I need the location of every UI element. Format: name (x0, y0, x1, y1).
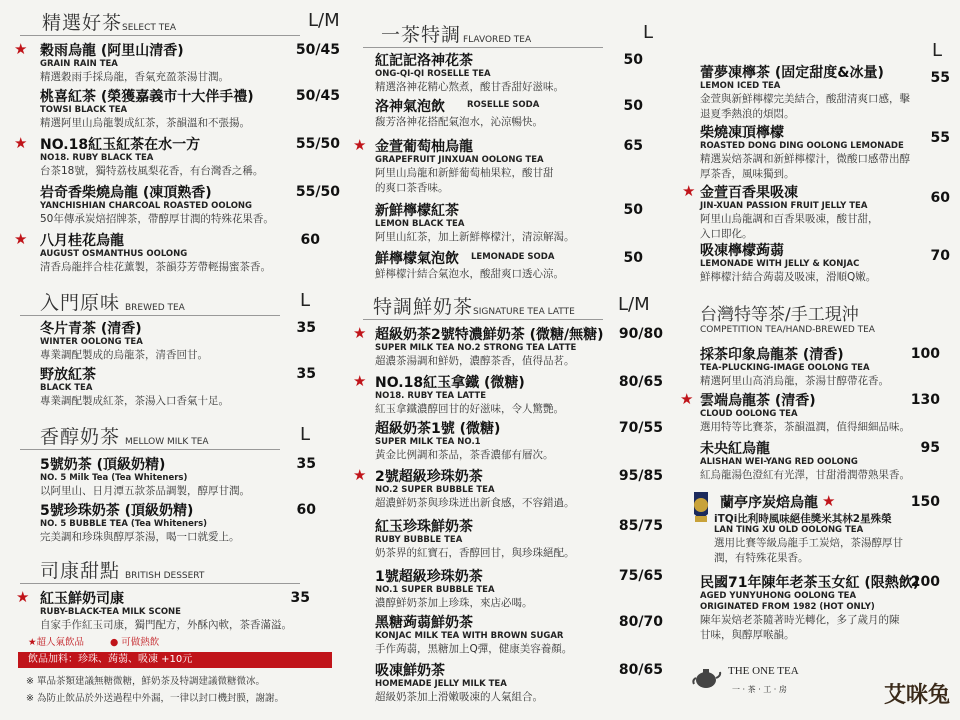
item-english-name: LEMONADE WITH JELLY & KONJAC (700, 259, 860, 269)
item-description: 精選阿里山烏龍製成紅茶，茶韻溫和不張揚。 (40, 117, 250, 129)
item-price: 130 (910, 392, 940, 408)
menu-item (345, 612, 670, 657)
menu-item (345, 466, 670, 511)
section-subtitle: COMPETITION TEA/HAND-BREWED TEA (700, 325, 875, 335)
item-name: 5號奶茶 (頂級奶精) (40, 457, 166, 473)
item-english-name: LAN TING XU OLD OOLONG TEA (714, 525, 864, 535)
item-description: 阿里山烏龍和新鮮葡萄柚果粒，酸甘甜的爽口茶香味。 (375, 167, 554, 194)
menu-item (345, 324, 670, 369)
item-price: 50 (623, 202, 643, 218)
item-english-name: RUBY BUBBLE TEA (375, 535, 463, 545)
menu-item (345, 418, 670, 463)
item-english-name: HOMEMADE JELLY MILK TEA (375, 679, 507, 689)
menu-item (670, 390, 960, 435)
item-english-name: YANCHISHIAN CHARCOAL ROASTED OOLONG (40, 201, 253, 211)
popular-star-icon: ★ (14, 230, 28, 248)
menu-item (345, 136, 670, 196)
item-name: 岩奇香柴燒烏龍 (凍頂熟香) (40, 185, 212, 201)
item-price: 50/45 (295, 42, 340, 58)
item-price: 70/55 (618, 420, 663, 436)
item-price: 200 (910, 574, 940, 590)
item-description: 精選穀雨手採烏龍，香氣充盈茶湯甘潤。 (40, 71, 229, 83)
section-title: 司康甜點 (40, 560, 121, 582)
item-price: 85/75 (618, 518, 663, 534)
menu-item (670, 344, 960, 389)
column-middle (345, 0, 670, 720)
item-price: 65 (623, 138, 643, 154)
item-english-name: TEA-PLUCKING-IMAGE OOLONG TEA (700, 363, 870, 373)
item-description: 超濃茶湯調和鮮奶，濃醇茶香，值得品茗。 (375, 355, 575, 367)
item-price: 150 (910, 494, 940, 510)
item-name: 野放紅茶 (40, 367, 96, 383)
brand-name: THE ONE TEA (728, 665, 799, 677)
item-name: 紅玉鮮奶司康 (40, 591, 124, 607)
section-title: 一茶特調 (381, 24, 462, 46)
item-english-name: NO. 5 Milk Tea (Tea Whiteners) (40, 473, 188, 483)
item-description: 50年傳承炭焙招牌茶，帶醇厚甘潤的特殊花果香。 (40, 213, 274, 225)
item-name: 紅玉珍珠鮮奶茶 (375, 519, 473, 535)
item-description: 鮮檸檬汁結合蒟蒻及吸凍，滑順Q嫩。 (700, 271, 877, 283)
item-price: 60 (930, 190, 950, 206)
popular-star-icon: ★ (682, 182, 696, 200)
item-description: 手作蒟蒻，黑糖加上Q彈，健康美容養顏。 (375, 643, 573, 655)
item-name: 雲端烏龍茶 (清香) (700, 393, 816, 409)
item-price: 50 (623, 98, 643, 114)
item-name: 金萱百香果吸凍 (700, 185, 798, 201)
footnote: ※ 為防止飲品於外送過程中外漏，一律以封口機封膜，謝謝。 (26, 693, 284, 704)
item-description: 黃金比例調和茶品，茶香濃郁有層次。 (375, 449, 554, 461)
item-english-name: NO18. RUBY TEA LATTE (375, 391, 487, 401)
item-name: 蕾夢凍檸茶 (固定甜度&冰量) (700, 65, 884, 81)
item-name: 黑糖蒟蒻鮮奶茶 (375, 615, 473, 631)
item-price: 95 (920, 440, 940, 456)
footnote: ※ 單品茶類建議無糖微糖，鮮奶茶及特調建議微糖微冰。 (26, 676, 265, 687)
brewed-tea-section (20, 288, 340, 316)
item-name: 穀雨烏龍 (阿里山清香) (40, 43, 184, 59)
menu-item (345, 200, 670, 245)
item-description: 完美調和珍珠與醇厚茶湯，喝一口就愛上。 (40, 531, 240, 543)
item-english-name: RUBY-BLACK-TEA MILK SCONE (40, 607, 181, 617)
menu-item (345, 248, 670, 288)
menu-item (0, 230, 345, 275)
size-label: L/M (618, 294, 650, 315)
item-name: NO.18紅玉紅茶在水一方 (40, 137, 201, 153)
item-name: 1號超級珍珠奶茶 (375, 569, 483, 585)
brand-subtitle: 一 · 茶 · 工 · 房 (732, 685, 787, 694)
item-description: 自家手作紅玉司康，獨門配方，外酥內軟，茶香滿溢。 (40, 619, 292, 631)
section-header (363, 20, 663, 48)
legend-popular: ★超人氣飲品 (28, 637, 85, 648)
popular-star-icon: ★ (680, 390, 694, 408)
item-description: 選用比賽等級烏龍手工炭焙，茶湯醇厚甘潤，有特殊花果香。 (714, 537, 903, 564)
item-description: 超濃鮮奶茶與珍珠迸出新食感，不容錯過。 (375, 497, 575, 509)
brand-logo (692, 662, 852, 702)
item-english-name: AUGUST OSMANTHUS OOLONG (40, 249, 188, 259)
item-english-name: LEMON ICED TEA (700, 81, 781, 91)
item-description: 精選洛神花精心熬煮，酸甘香甜好滋味。 (375, 81, 564, 93)
menu-item (670, 122, 960, 182)
item-name: 金萱葡萄柚烏龍 (375, 139, 473, 155)
item-name: 吸凍檸檬蒟蒻 (700, 243, 784, 259)
item-description: 台茶18號，獨特荔枝風梨花香，有台灣香之稱。 (40, 165, 264, 177)
menu-item (670, 182, 960, 242)
menu-item (345, 372, 670, 417)
teapot-icon (692, 664, 722, 690)
section-subtitle: MELLOW MILK TEA (125, 437, 209, 447)
item-price: 70 (930, 248, 950, 264)
size-label: L (300, 290, 311, 311)
item-description: 濃醇鮮奶茶加上珍珠，來店必喝。 (375, 597, 533, 609)
item-name: 蘭亭序炭焙烏龍 (720, 495, 818, 511)
menu-item (670, 572, 960, 652)
legend-hot: ● 可做熱飲 (110, 637, 160, 648)
item-description: 奶茶界的紅寶石，香醇回甘，與珍珠絕配。 (375, 547, 575, 559)
item-description: 紅玉拿鐵濃醇回甘的好滋味，令人驚艷。 (375, 403, 564, 415)
item-price: 80/65 (618, 662, 663, 678)
item-english-name: SUPER MILK TEA NO.2 STRONG TEA LATTE (375, 343, 577, 353)
item-description: 專業調配製成紅茶，茶湯入口香氣十足。 (40, 395, 229, 407)
item-price: 80/65 (618, 374, 663, 390)
item-english-name: TOWSI BLACK TEA (40, 105, 128, 115)
divider (20, 315, 280, 316)
menu-item (670, 492, 960, 567)
item-name: 民國71年陳年老茶玉女紅 (限熱飲) (700, 575, 920, 591)
item-name: 八月桂花烏龍 (40, 233, 124, 249)
item-price: 55/50 (295, 184, 340, 200)
popular-star-icon: ★ (14, 40, 28, 58)
item-price: 95/85 (618, 468, 663, 484)
divider (20, 35, 300, 36)
section-subtitle: BRITISH DESSERT (125, 571, 205, 581)
item-name: 未央紅烏龍 (700, 441, 770, 457)
item-english-name: NO.1 SUPER BUBBLE TEA (375, 585, 495, 595)
menu-item (345, 516, 670, 561)
item-english-name: ONG-QI-QI ROSELLE TEA (375, 69, 491, 79)
item-description: 紅烏龍湯色澄紅有光澤，甘甜滑潤帶熟果香。 (700, 469, 910, 481)
menu-item (0, 86, 345, 131)
menu-item (670, 438, 960, 483)
item-english-name: ROASTED DONG DING OOLONG LEMONADE (700, 141, 904, 151)
section-header (20, 8, 340, 36)
british-dessert-section (20, 556, 340, 584)
item-english-name: SUPER MILK TEA NO.1 (375, 437, 481, 447)
item-name: 吸凍鮮奶茶 (375, 663, 445, 679)
menu-item (0, 454, 345, 499)
item-description: 超級奶茶加上滑嫩吸凍的人氣組合。 (375, 691, 543, 703)
section-header (20, 288, 340, 316)
size-label: L/M (308, 10, 340, 31)
item-price: 35 (290, 590, 310, 606)
item-english-name: LEMONADE SODA (471, 252, 555, 262)
item-description: 阿里山烏龍調和百香果吸凍，酸甘甜，入口即化。 (700, 213, 879, 240)
item-english-name: AGED YUNYUHONG OOLONG TEA (700, 591, 857, 601)
item-description: 清香烏龍拌合桂花薰製，茶韻芬芳帶輕揚蜜茶香。 (40, 261, 271, 273)
item-name: 柴燒凍頂檸檬 (700, 125, 784, 141)
item-price: 100 (910, 346, 940, 362)
item-name: 桃喜紅茶 (榮獲嘉義市十大伴手禮) (40, 89, 254, 105)
menu-item (345, 660, 670, 705)
item-price: 75/65 (618, 568, 663, 584)
competition-tea-section (690, 300, 960, 340)
item-description: 阿里山紅茶，加上新鮮檸檬汁，清涼解渴。 (375, 231, 575, 243)
menu-item (0, 364, 345, 409)
divider (20, 449, 280, 450)
item-price: 35 (296, 320, 316, 336)
menu-item (0, 182, 345, 227)
item-english-name: GRAPEFRUIT JINXUAN OOLONG TEA (375, 155, 544, 165)
item-english-name: CLOUD OOLONG TEA (700, 409, 798, 419)
popular-star-icon: ★ (353, 324, 367, 342)
signature-latte-section (363, 292, 668, 320)
item-price: 60 (300, 232, 320, 248)
divider (363, 319, 603, 320)
section-title: 台灣特等茶/手工現沖 (700, 305, 859, 325)
item-name: 紅記記洛神花茶 (375, 53, 473, 69)
size-label: L (300, 424, 311, 445)
award-medal-icon (690, 492, 712, 526)
item-english-name: NO18. RUBY BLACK TEA (40, 153, 154, 163)
section-subtitle: FLAVORED TEA (463, 35, 532, 45)
item-price: 60 (296, 502, 316, 518)
menu-item (0, 318, 345, 363)
item-description: 金萱與新鮮檸檬完美結合，酸甜清爽口感，擊退夏季熱浪的煩悶。 (700, 93, 910, 120)
item-english-name: ROSELLE SODA (467, 100, 540, 110)
mellow-milk-tea-section (20, 422, 340, 450)
item-description: 以阿里山、日月潭五款茶品調製，醇厚甘潤。 (40, 485, 250, 497)
item-description: 專業調配製成的烏龍茶，清香回甘。 (40, 349, 208, 361)
menu-item (345, 96, 670, 136)
item-name: NO.18紅玉拿鐵 (微糖) (375, 375, 525, 391)
popular-star-icon: ★ (822, 492, 836, 510)
popular-star-icon: ★ (353, 466, 367, 484)
item-description: 選用特等比賽茶，茶韻溫潤，值得細細品味。 (700, 421, 910, 433)
item-name: 超級奶茶2號特濃鮮奶茶 (微糖/無糖) (375, 327, 604, 343)
item-english-note: ORIGINATED FROM 1982 (HOT ONLY) (700, 602, 875, 612)
menu-item (0, 134, 345, 179)
item-name: 2號超級珍珠奶茶 (375, 469, 483, 485)
item-english-name: LEMON BLACK TEA (375, 219, 465, 229)
section-header (363, 292, 668, 320)
select-tea-section (20, 8, 340, 36)
menu-item (345, 566, 670, 611)
item-price: 50 (623, 52, 643, 68)
item-name: 鮮檸檬氣泡飲 (375, 251, 459, 267)
item-description: 精選炭焙茶調和新鮮檸檬汁，微酸口感帶出醇厚茶香，風味獨到。 (700, 153, 910, 180)
item-english-name: GRAIN RAIN TEA (40, 59, 118, 69)
item-english-name: JIN-XUAN PASSION FRUIT JELLY TEA (700, 201, 868, 211)
item-name: 5號珍珠奶茶 (頂級奶精) (40, 503, 194, 519)
item-price: 55 (930, 70, 950, 86)
item-price: 35 (296, 366, 316, 382)
item-price: 50/45 (295, 88, 340, 104)
popular-star-icon: ★ (353, 372, 367, 390)
item-price: 80/70 (618, 614, 663, 630)
item-name: 新鮮檸檬紅茶 (375, 203, 459, 219)
section-subtitle: BREWED TEA (125, 303, 185, 313)
item-english-name: NO.2 SUPER BUBBLE TEA (375, 485, 495, 495)
item-description: 陳年炭焙老茶隨著時光轉化，多了歲月的陳甘味，與醇厚喉韻。 (700, 614, 900, 641)
column-right (670, 0, 960, 720)
item-description: 馥芳洛神花搭配氣泡水，沁涼暢快。 (375, 116, 543, 128)
addon-banner: 飲品加料：珍珠、蒟蒻、吸凍 +10元 (18, 652, 332, 668)
divider (363, 47, 603, 48)
section-title: 香醇奶茶 (40, 426, 121, 448)
section-title: 入門原味 (40, 292, 121, 314)
item-price: 55/50 (295, 136, 340, 152)
item-english-name: ALISHAN WEI-YANG RED OOLONG (700, 457, 858, 467)
section-header (20, 556, 340, 584)
item-english-name: BLACK TEA (40, 383, 93, 393)
item-description: 精選阿里山高消烏龍，茶湯甘醇帶花香。 (700, 375, 889, 387)
section-header (20, 422, 340, 450)
flavored-tea-section (363, 20, 663, 48)
section-subtitle: SIGNATURE TEA LATTE (473, 307, 575, 317)
item-name: 洛神氣泡飲 (375, 99, 445, 115)
item-price: 50 (623, 250, 643, 266)
menu-item (670, 240, 960, 285)
item-name: 超級奶茶1號 (微糖) (375, 421, 501, 437)
divider (20, 583, 300, 584)
item-description: 鮮檸檬汁結合氣泡水，酸甜爽口透心涼。 (375, 268, 564, 280)
size-label: L (932, 40, 943, 61)
menu-item (0, 500, 345, 545)
size-label: L (643, 22, 654, 43)
popular-star-icon: ★ (353, 136, 367, 154)
item-name: 採茶印象烏龍茶 (清香) (700, 347, 844, 363)
popular-star-icon: ★ (14, 134, 28, 152)
section-title: 特調鮮奶茶 (373, 296, 474, 318)
item-name: 冬片青茶 (清香) (40, 321, 142, 337)
watermark: 艾咪兔 (884, 683, 951, 708)
section-title: 精選好茶 (42, 12, 123, 34)
column-left (0, 0, 345, 720)
item-price: 55 (930, 130, 950, 146)
popular-star-icon: ★ (16, 588, 30, 606)
menu-item (0, 588, 345, 633)
item-english-name: KONJAC MILK TEA WITH BROWN SUGAR (375, 631, 564, 641)
section-subtitle: SELECT TEA (122, 23, 177, 33)
menu-item (345, 50, 670, 95)
item-price: 35 (296, 456, 316, 472)
item-english-name: NO. 5 BUBBLE TEA (Tea Whiteners) (40, 519, 208, 529)
item-english-name: WINTER OOLONG TEA (40, 337, 143, 347)
menu-item (0, 40, 345, 85)
menu-item (670, 62, 960, 122)
item-price: 90/80 (618, 326, 663, 342)
item-award: iTQi比利時風味絕佳獎米其林2星殊榮 (714, 513, 892, 525)
